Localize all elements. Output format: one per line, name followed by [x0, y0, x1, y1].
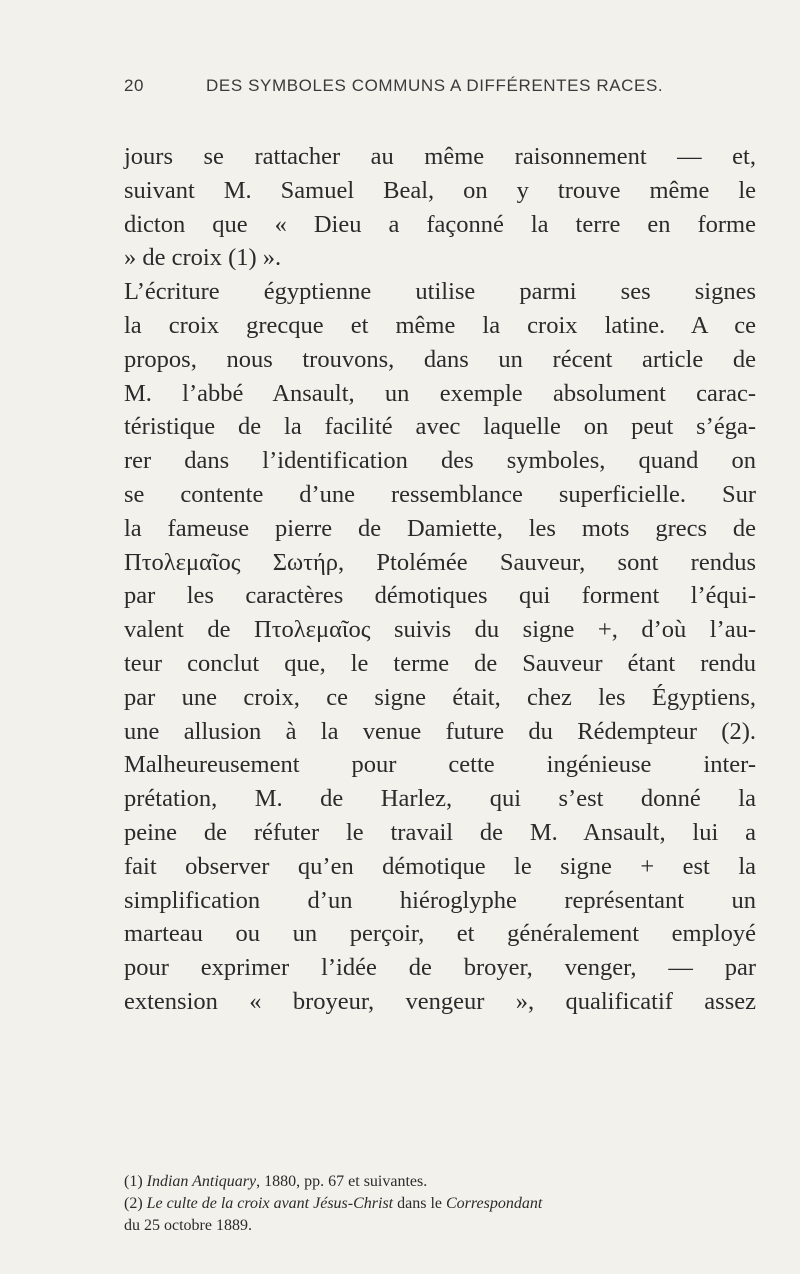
page-header	[124, 76, 764, 106]
footnote-1-rest: , 1880, pp. 67 et suivantes.	[256, 1173, 428, 1190]
footnotes	[124, 1171, 756, 1237]
body-text	[124, 140, 756, 1019]
text-line: marteau ou un perçoir, et généralement employé	[124, 920, 756, 948]
footnote-2-title: Le culte de la croix avant Jésus-Christ	[146, 1195, 394, 1212]
text-line: » de croix (1) ».	[124, 244, 282, 272]
text-line: jours se rattacher au même raisonnement — et,	[124, 143, 756, 170]
footnote-2-journal: Correspondant	[446, 1195, 543, 1212]
footnote-1-title: Indian Antiquary	[146, 1173, 257, 1190]
text-line: par les caractères démotiques qui forment l’équi-	[124, 582, 756, 610]
text-line: valent de Πτολεμαῖος suivis du signe +, d’où l’au-	[124, 616, 756, 644]
footnote-2-mid: dans le	[393, 1195, 446, 1212]
text-line: par une croix, ce signe était, chez les Égyptiens,	[124, 683, 756, 711]
text-line: L’écriture égyptienne utilise parmi ses signes	[124, 278, 756, 306]
text-line: rer dans l’identification des symboles, quand on	[124, 447, 756, 475]
footnote-2	[124, 1193, 756, 1215]
text-line: M. l’abbé Ansault, un exemple absolument carac-	[124, 379, 756, 407]
text-line: Malheureusement pour cette ingénieuse inter-	[124, 751, 756, 779]
text-line: prétation, M. de Harlez, qui s’est donné la	[124, 785, 756, 813]
text-line: téristique de la facilité avec laquelle on peut s’éga-	[124, 413, 756, 441]
text-line: la fameuse pierre de Damiette, les mots grecs de	[124, 514, 756, 542]
text-line: peine de réfuter le travail de M. Ansault, lui a	[124, 818, 756, 846]
text-line: extension « broyeur, vengeur », qualificatif assez	[124, 987, 756, 1015]
footnote-2-continued: du 25 octobre 1889.	[124, 1217, 252, 1234]
running-title: DES SYMBOLES COMMUNS A DIFFÉRENTES RACES.	[206, 76, 664, 95]
text-line: teur conclut que, le terme de Sauveur étant rendu	[124, 649, 756, 677]
text-line: une allusion à la venue future du Rédempteur (2).	[124, 717, 756, 745]
footnote-1-marker: (1)	[124, 1173, 143, 1190]
footnote-1	[124, 1171, 756, 1193]
text-line: dicton que « Dieu a façonné la terre en forme	[124, 210, 756, 238]
text-line: se contente d’une ressemblance superficielle. Sur	[124, 480, 756, 508]
text-line: propos, nous trouvons, dans un récent article de	[124, 345, 756, 373]
text-line: simplification d’un hiéroglyphe représentant un	[124, 886, 756, 914]
footnote-2-marker: (2)	[124, 1195, 143, 1212]
text-line: suivant M. Samuel Beal, on y trouve même le	[124, 176, 756, 204]
text-line: Πτολεμαῖος Σωτήρ, Ptolémée Sauveur, sont rendus	[124, 548, 756, 576]
text-line: fait observer qu’en démotique le signe + est la	[124, 852, 756, 880]
text-line: pour exprimer l’idée de broyer, venger, — par	[124, 954, 756, 982]
text-line: la croix grecque et même la croix latine. A ce	[124, 311, 756, 339]
page-number: 20	[124, 76, 145, 95]
